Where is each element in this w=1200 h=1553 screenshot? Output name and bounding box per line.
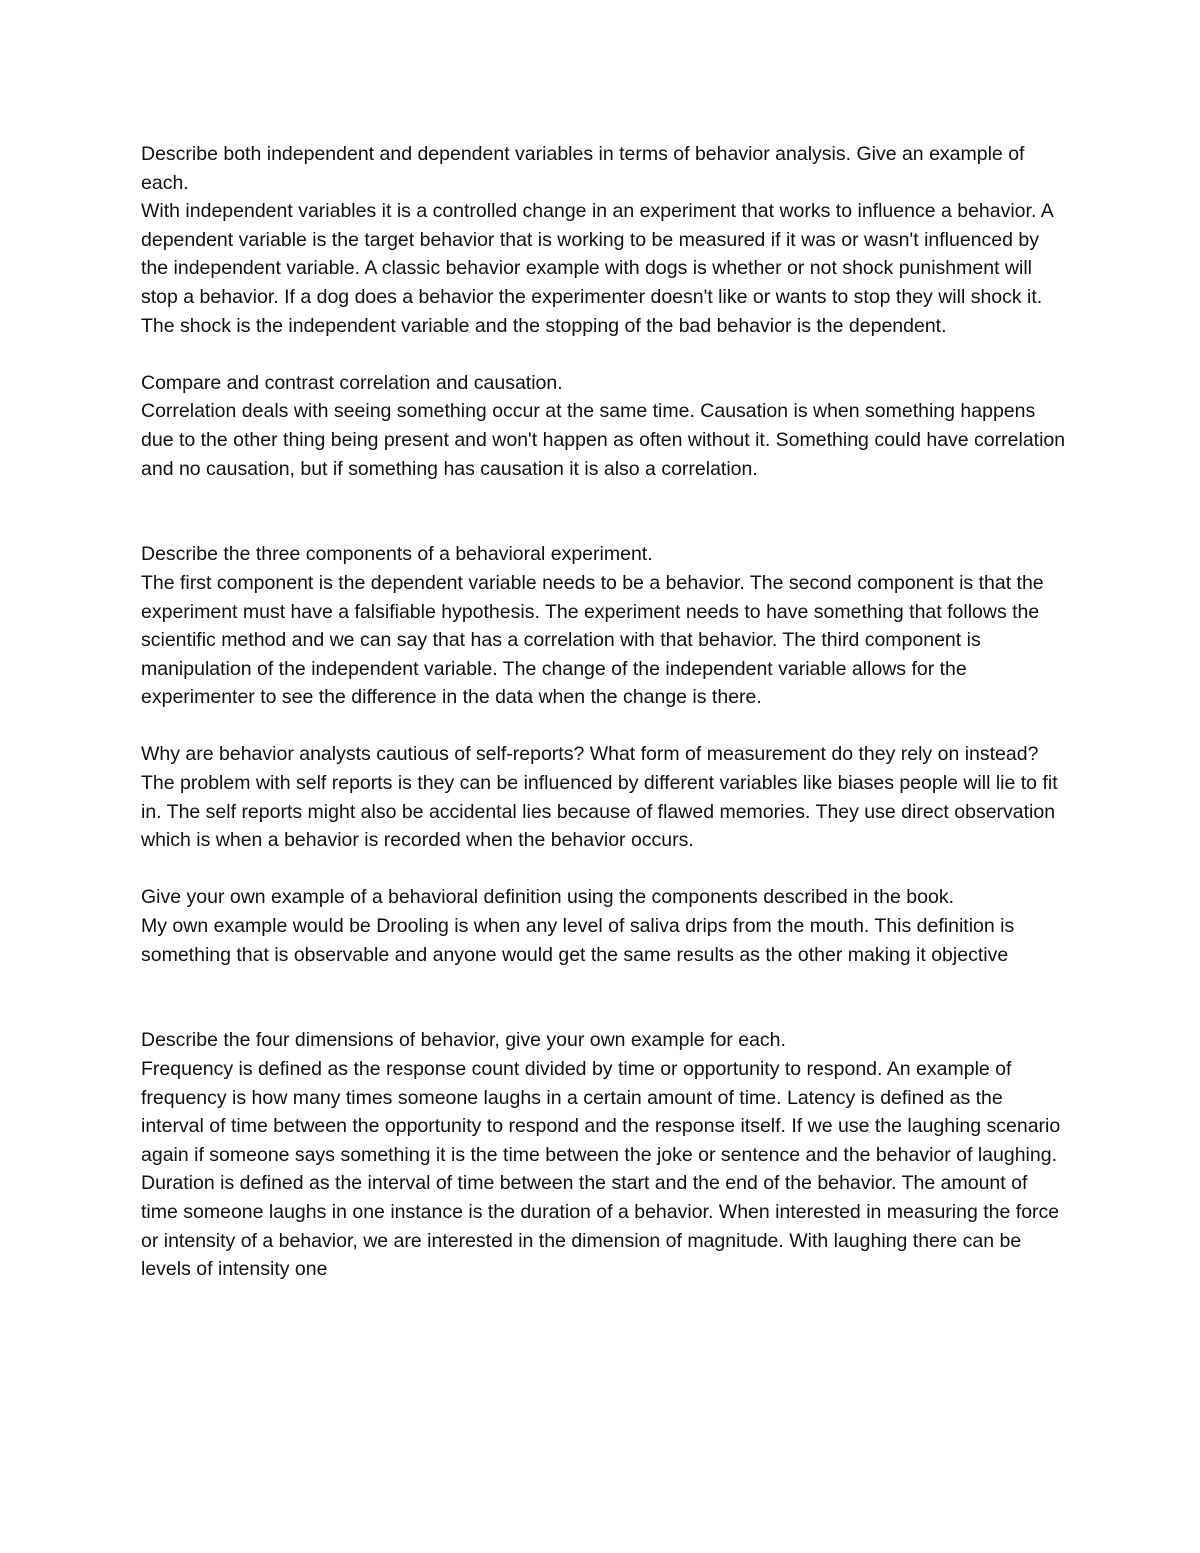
section-definition: [141, 883, 1066, 969]
spacer: [141, 512, 1066, 541]
spacer: [141, 998, 1066, 1027]
answer-definition: My own example would be Drooling is when any level of saliva drips from the mouth. This definition is something that is observable and anyone would get the same results as the other making it objective: [141, 915, 1015, 966]
answer-correlation: Correlation deals with seeing something occur at the same time. Causation is when something happens due to the other thing being present and won't happen as often without it. Something could have correlation and no causation, but if something has causation it is also a correlation.: [141, 400, 1066, 480]
section-variables: [141, 140, 1066, 340]
spacer: [141, 483, 1066, 512]
section-correlation: [141, 369, 1066, 483]
question-self-reports: Why are behavior analysts cautious of self-reports? What form of measurement do they rely on instead? The problem with self reports is they can be influenced by different variables like biases people will lie to fit in. The self reports might also be accidental lies because of flawed memories. They use direct observation which is when a behavior is recorded when the behavior occurs.: [141, 743, 1058, 852]
question-dimensions: Describe the four dimensions of behavior, give your own example for each.: [141, 1029, 786, 1052]
answer-dimensions: Frequency is defined as the response count divided by time or opportunity to respond. An example of frequency is how many times someone laughs in a certain amount of time. Latency is defined as the interval of time between the opportunity to respond and the response itself. If we use the laughing scenario again if someone says something it is the time between the joke or sentence and the behavior of laughing. Duration is defined as the interval of time between the start and the end of the behavior. The amount of time someone laughs in one instance is the duration of a behavior. When interested in measuring the force or intensity of a behavior, we are interested in the dimension of magnitude. With laughing there can be levels of intensity one: [141, 1058, 1061, 1281]
spacer: [141, 855, 1066, 884]
question-variables: Describe both independent and dependent variables in terms of behavior analysis. Give an example of each.: [141, 143, 1025, 194]
spacer: [141, 969, 1066, 998]
question-components: Describe the three components of a behavioral experiment.: [141, 543, 653, 566]
spacer: [141, 712, 1066, 741]
section-self-reports: [141, 740, 1066, 854]
question-definition: Give your own example of a behavioral definition using the components described in the book.: [141, 886, 954, 909]
answer-components: The first component is the dependent variable needs to be a behavior. The second component is that the experiment must have a falsifiable hypothesis. The experiment needs to have something that follows the scientific method and we can say that has a correlation with that behavior. The third component is manipulation of the independent variable. The change of the independent variable allows for the experimenter to see the difference in the data when the change is there.: [141, 571, 1044, 709]
question-correlation: Compare and contrast correlation and causation.: [141, 371, 563, 394]
answer-variables: With independent variables it is a controlled change in an experiment that works to influence a behavior. A dependent variable is the target behavior that is working to be measured if it was or wasn't influenced by the independent variable. A classic behavior example with dogs is whether or not shock punishment will stop a behavior. If a dog does a behavior the experimenter doesn't like or wants to stop they will shock it. The shock is the independent variable and the stopping of the bad behavior is the dependent.: [141, 200, 1053, 337]
spacer: [141, 340, 1066, 369]
section-dimensions: [141, 1026, 1066, 1283]
document-body: [141, 140, 1066, 1284]
section-components: [141, 540, 1066, 712]
